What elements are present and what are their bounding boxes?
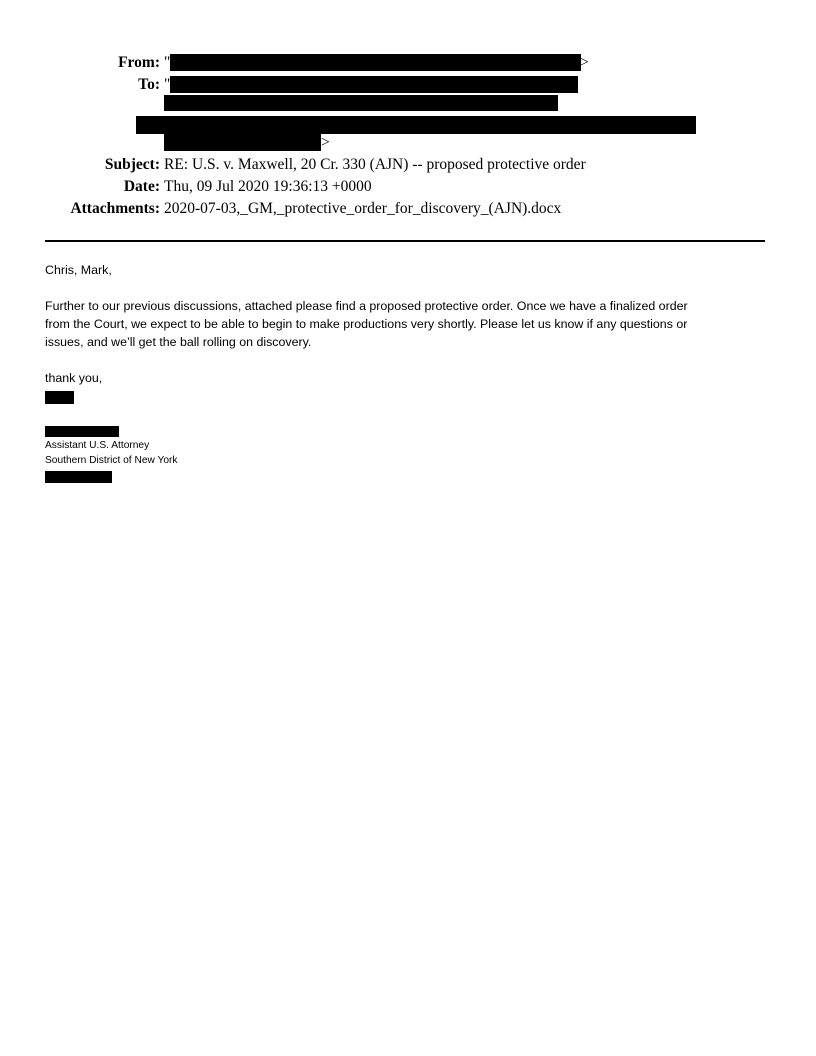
signature-office: Southern District of New York: [45, 455, 178, 466]
to-label: To:: [138, 76, 160, 93]
paragraph-line-3: issues, and we’ll get the ball rolling on discovery.: [45, 335, 312, 349]
from-redaction: [170, 54, 581, 71]
from-open-quote: ": [164, 54, 171, 71]
subject-value: RE: U.S. v. Maxwell, 20 Cr. 330 (AJN) -- proposed protective order: [164, 156, 586, 173]
paragraph-line-2: from the Court, we expect to be able to begin to make productions very shortly. Please let us know if any questions or: [45, 317, 688, 331]
date-value: Thu, 09 Jul 2020 19:36:13 +0000: [164, 178, 372, 195]
greeting: Chris, Mark,: [45, 263, 112, 277]
to-redaction-line3: [136, 116, 696, 134]
date-label: Date:: [123, 178, 160, 195]
paragraph-line-1: Further to our previous discussions, attached please find a proposed protective order. Once we have a finalized order: [45, 299, 688, 313]
to-redaction-line4: [164, 134, 321, 151]
signature-title: Assistant U.S. Attorney: [45, 440, 150, 451]
closing: thank you,: [45, 371, 103, 385]
signature-name-redaction: [45, 426, 119, 437]
subject-label: Subject:: [104, 156, 160, 173]
header-divider: [45, 240, 765, 242]
to-redaction-line1: [170, 76, 578, 93]
attachments-label: Attachments:: [70, 200, 160, 217]
signature-contact-redaction: [45, 471, 112, 483]
attachments-value: 2020-07-03,_GM,_protective_order_for_discovery_(AJN).docx: [164, 200, 562, 217]
to-open-quote: ": [164, 76, 171, 93]
from-label: From:: [118, 54, 160, 71]
to-redaction-line2: [164, 95, 558, 111]
to-close-bracket: >: [321, 134, 330, 151]
sender-name-redaction: [45, 391, 74, 404]
from-close-bracket: >: [580, 54, 589, 71]
